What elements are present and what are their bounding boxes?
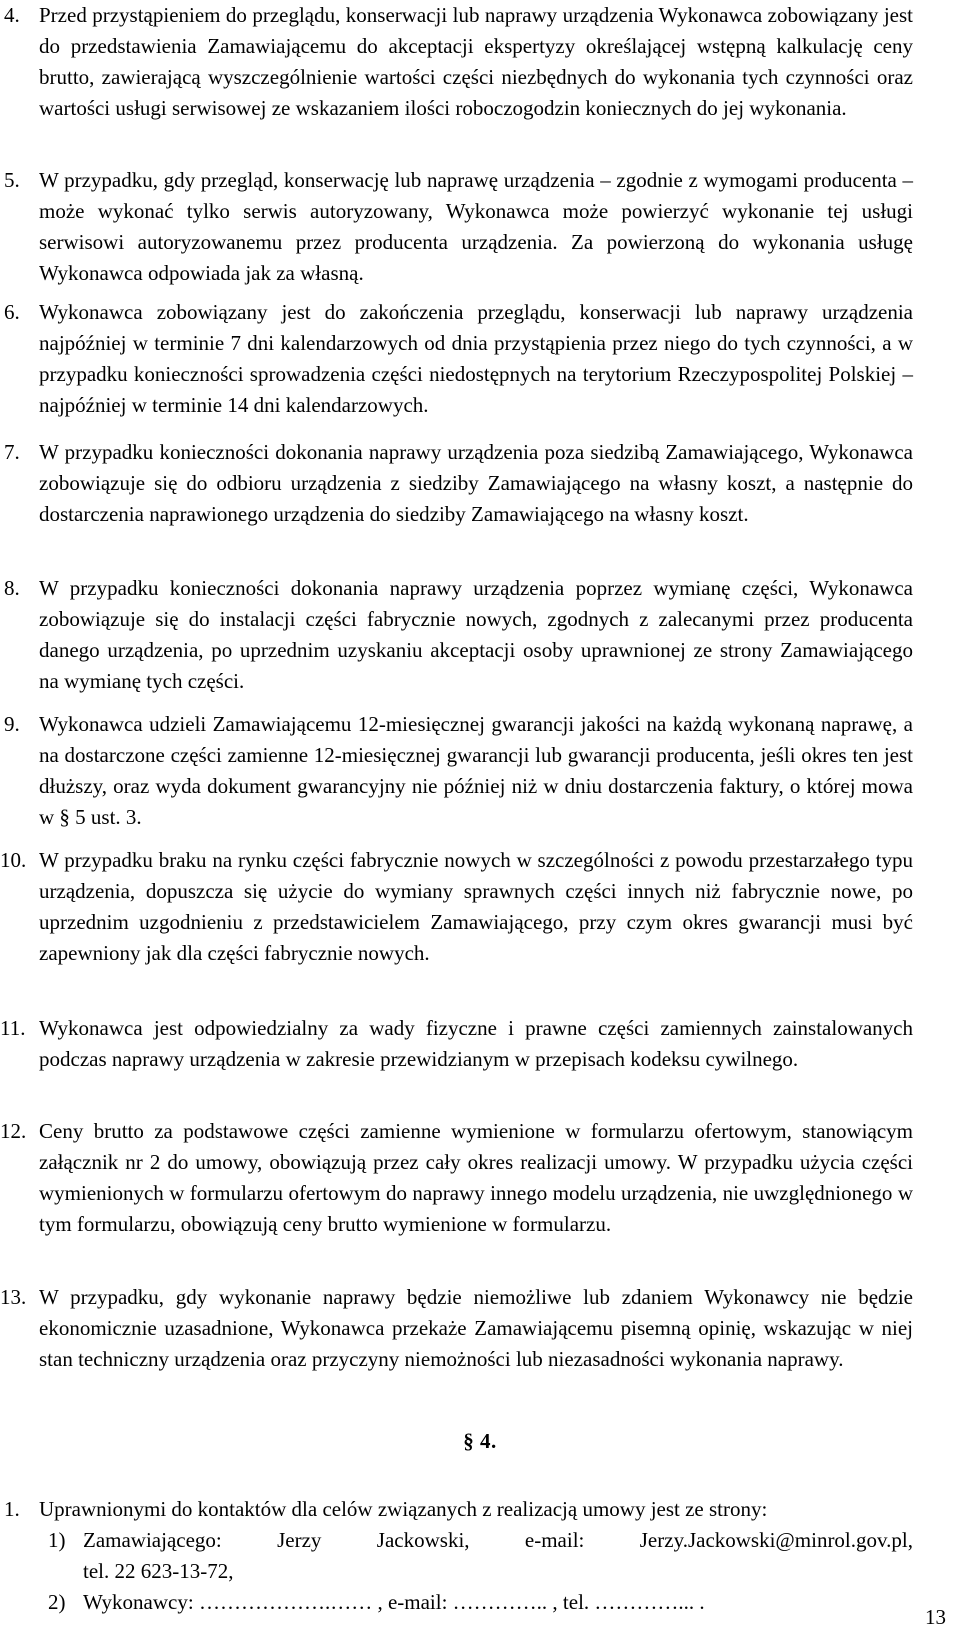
clause-number: 6. xyxy=(4,300,20,324)
clause-number: 10. xyxy=(0,848,27,872)
clause-number: 5. xyxy=(4,168,20,192)
clause-text: W przypadku konieczności dokonania naprawy urządzenia poza siedzibą Zamawiającego, Wykonawca zobowiązuje się do odbioru urządzenia z siedziby Zamawiającego na własny koszt, a następnie do dostarczenia naprawionego urządzenia do siedziby Zamawiającego na własny koszt. xyxy=(39,440,913,526)
section-heading: § 4. xyxy=(463,1429,497,1453)
clause-text: Ceny brutto za podstawowe części zamienne wymienione w formularzu ofertowym, stanowiącym załącznik nr 2 do umowy, obowiązują przez cały okres realizacji umowy. W przypadku użycia części wymienionych w formularzu ofertowym do naprawy innego modelu urządzenia, nie uwzględnionego w tym formularzu, obowiązują ceny brutto wymienione w formularzu. xyxy=(39,1119,913,1236)
clause-text: W przypadku braku na rynku części fabrycznie nowych w szczególności z powodu przestarzałego typu urządzenia, dopuszcza się użycie do wymiany sprawnych części innych niż fabrycznie nowe, po uprzednim uzgodnieniu z przedstawicielem Zamawiającego, przy czym okres gwarancji musi być zapewniony jak dla części fabrycznie nowych. xyxy=(39,848,913,965)
clause-number: 9. xyxy=(4,712,20,736)
clause-number: 11. xyxy=(0,1016,26,1040)
clause-text: W przypadku, gdy wykonanie naprawy będzie niemożliwe lub zdaniem Wykonawcy nie będzie ekonomicznie uzasadnione, Wykonawca przekaże Zamawiającemu pisemną opinię, wskazując w niej stan techniczny urządzenia oraz przyczyny niemożności lub niezasadności wykonania naprawy. xyxy=(39,1285,913,1371)
clause-text: W przypadku konieczności dokonania naprawy urządzenia poprzez wymianę części, Wykonawca zobowiązuje się do instalacji części fabrycznie nowych, zgodnych z zalecanymi przez producenta danego urządzenia, po uprzednim uzyskaniu akceptacji osoby uprawnionej ze strony Zamawiającego na wymianę tych części. xyxy=(39,576,913,693)
clause-text: W przypadku, gdy przegląd, konserwację lub naprawę urządzenia – zgodnie z wymogami producenta – może wykonać tylko serwis autoryzowany, Wykonawca może powierzyć wykonanie tej usługi serwisowi autoryzowanemu przez producenta urządzenia. Za powierzoną do wykonania usługę Wykonawca odpowiada jak za własną. xyxy=(39,168,913,285)
contact-intro: Uprawnionymi do kontaktów dla celów związanych z realizacją umowy jest ze strony: xyxy=(39,1497,768,1521)
clause-number: 12. xyxy=(0,1119,27,1143)
clause-number: 13. xyxy=(0,1285,27,1309)
contact-contractor-line: Wykonawcy: ……………….…… , e-mail: ………….. , tel. …………... . xyxy=(83,1590,705,1614)
contact-ordering-line: Zamawiającego: Jerzy Jackowski, e-mail: Jerzy.Jackowski@minrol.gov.pl, xyxy=(83,1528,913,1552)
clause-number: 8. xyxy=(4,576,20,600)
clause-number: 7. xyxy=(4,440,20,464)
clause-text: Przed przystąpieniem do przeglądu, konserwacji lub naprawy urządzenia Wykonawca zobowiązany jest do przedstawienia Zamawiającemu do akceptacji ekspertyzy określającej wstępną kalkulację ceny brutto, zawierającą wyszczególnienie wartości części niezbędnych do wykonania tych czynności oraz wartości usługi serwisowej ze wskazaniem ilości roboczogodzin koniecznych do jej wykonania. xyxy=(39,3,913,120)
page-number: 13 xyxy=(925,1605,946,1629)
clause-text: Wykonawca jest odpowiedzialny za wady fizyczne i prawne części zamiennych zainstalowanych podczas naprawy urządzenia w zakresie przewidzianym w przepisach kodeksu cywilnego. xyxy=(39,1016,913,1071)
contact-ordering-phone: tel. 22 623-13-72, xyxy=(83,1559,234,1583)
clause-text: Wykonawca zobowiązany jest do zakończenia przeglądu, konserwacji lub naprawy urządzenia najpóźniej w terminie 7 dni kalendarzowych od dnia przystąpienia przez niego do tych czynności, a w przypadku konieczności sprowadzenia części niedostępnych na terytorium Rzeczypospolitej Polskiej – najpóźniej w terminie 14 dni kalendarzowych. xyxy=(39,300,913,417)
contact-ordering-number: 1) xyxy=(48,1528,66,1552)
clause-text: Wykonawca udzieli Zamawiającemu 12-miesięcznej gwarancji jakości na każdą wykonaną naprawę, a na dostarczone części zamienne 12-miesięcznej gwarancji lub gwarancji producenta, jeśli okres ten jest dłuższy, oraz wyda dokument gwarancyjny nie później niż w dniu dostarczenia faktury, o której mowa w § 5 ust. 3. xyxy=(39,712,913,829)
contact-contractor-number: 2) xyxy=(48,1590,66,1614)
clause-number: 4. xyxy=(4,3,20,27)
clause-number: 1. xyxy=(4,1497,20,1521)
